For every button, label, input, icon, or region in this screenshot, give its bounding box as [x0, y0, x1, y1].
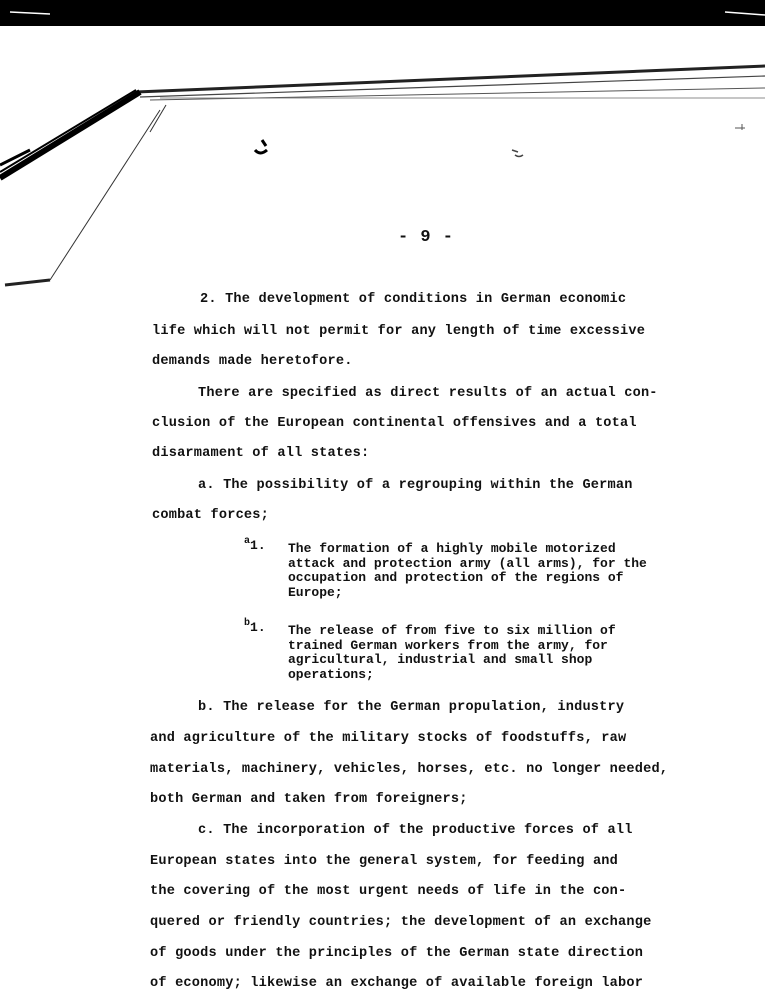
paragraph-line: quered or friendly countries; the development of an exchange — [150, 915, 652, 930]
sub-item-text: The formation of a highly mobile motorized attack and protection army (all arms), for the occupation and protection of the regions of Europe; — [288, 541, 647, 600]
paragraph-line: and agriculture of the military stocks of foodstuffs, raw — [150, 731, 627, 746]
page-number: - 9 - — [398, 228, 455, 247]
paragraph-line: both German and taken from foreigners; — [150, 792, 468, 807]
paragraph-line: clusion of the European continental offensives and a total — [152, 416, 637, 431]
paragraph-line: 2. The development of conditions in German economic — [200, 292, 627, 307]
scan-top-border — [0, 0, 765, 26]
paragraph-line: life which will not permit for any length of time excessive — [152, 324, 646, 339]
paragraph-line: of goods under the principles of the German state direction — [150, 946, 644, 961]
paragraph-line: c. The incorporation of the productive forces of all — [198, 823, 633, 838]
paragraph-line: disarmament of all states: — [152, 446, 370, 461]
paragraph-line: b. The release for the German propulation, industry — [198, 700, 625, 715]
paragraph-line: a. The possibility of a regrouping within the German — [198, 478, 633, 493]
paragraph-line: materials, machinery, vehicles, horses, etc. no longer needed, — [150, 762, 669, 777]
sub-item-marker: $^a$1. — [244, 536, 266, 553]
paragraph-line: the covering of the most urgent needs of life in the con- — [150, 884, 627, 899]
sub-item-marker: $^b$1. — [244, 618, 266, 635]
paragraph-line: combat forces; — [152, 508, 270, 523]
paragraph-line: demands made heretofore. — [152, 354, 353, 369]
sub-item-text: The release of from five to six million of trained German workers from the army, for agricultural, industrial and small shop operations; — [288, 623, 616, 682]
paragraph-line: There are specified as direct results of an actual con- — [198, 386, 658, 401]
paragraph-line: European states into the general system, for feeding and — [150, 854, 619, 869]
paragraph-line: of economy; likewise an exchange of available foreign labor — [150, 976, 644, 991]
scan-artifact-lines — [0, 0, 765, 300]
